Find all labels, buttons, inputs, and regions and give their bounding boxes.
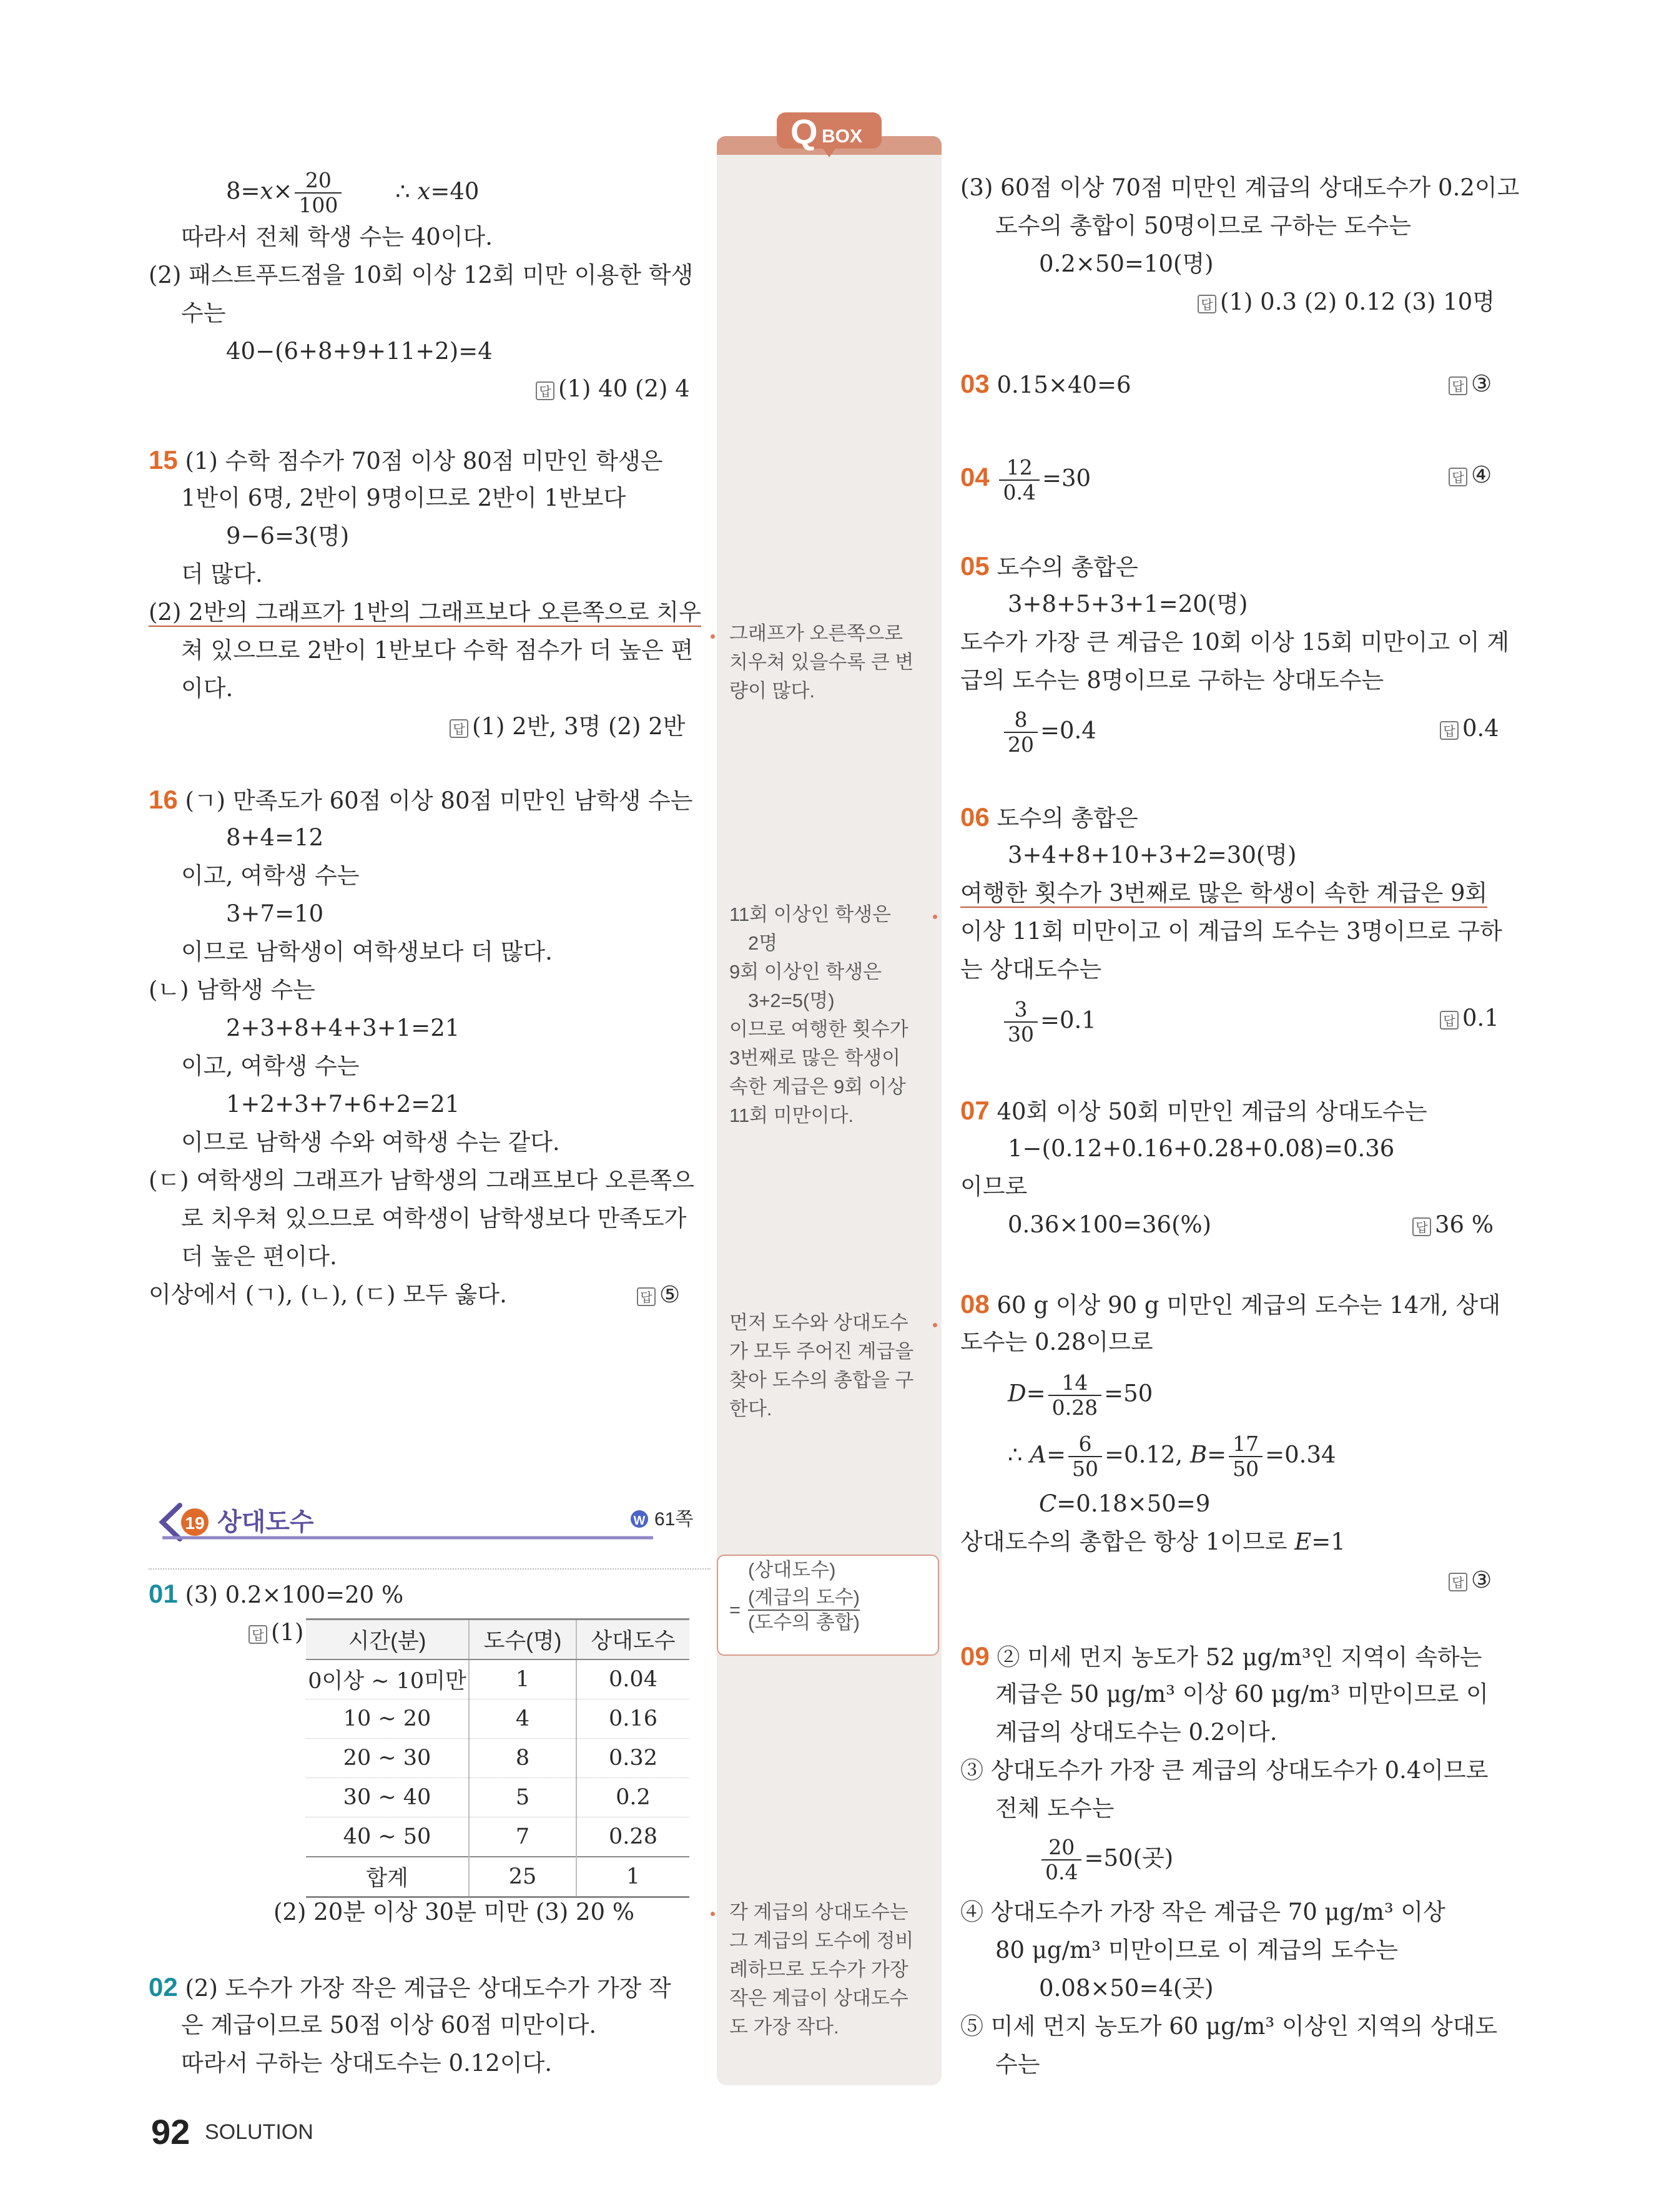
text-line: 이므로 남학생이 여학생보다 더 많다. xyxy=(181,938,553,965)
answer-icon: 답 xyxy=(1198,295,1216,313)
text-line: (2) 20분 이상 30분 미만 (3) 20 % xyxy=(273,1899,635,1925)
problem-16: 16 (ㄱ) 만족도가 60점 이상 80점 미만인 남학생 수는 xyxy=(149,785,693,814)
fraction: $\frac{12}{0.4}$ xyxy=(999,456,1039,504)
text-line: 1+2+3+7+6+2=21 xyxy=(226,1091,460,1118)
fraction: $\frac{17}{50}$ xyxy=(1229,1432,1263,1481)
problem-04: 04 $\frac{12}{0.4}$ =30 xyxy=(960,455,1091,504)
page-number: 92 xyxy=(151,2112,190,2151)
problem-05: 05 도수의 총합은 xyxy=(960,551,1138,581)
text-line: (ㄴ) 남학생 수는 xyxy=(149,976,315,1003)
side-note-1: 그래프가 오른쪽으로 치우쳐 있을수록 큰 변 량이 많다. xyxy=(729,622,914,702)
side-note-2: 11회 이상인 학생은 2명 9회 이상인 학생은 3+2=5(명) 이므로 여행한 횟수가 3번째로 많은 학생이 속한 계급은 9회 이상 11회 미만이다. xyxy=(729,903,908,1126)
text-line: 𝐷= $\frac{14}{0.28}$ =50 xyxy=(1008,1370,1153,1420)
problem-01: 01 (3) 0.2×100=20 % xyxy=(149,1579,404,1608)
answer-08: 답 ③ xyxy=(1449,1566,1492,1595)
fraction: $\frac{6}{50}$ xyxy=(1068,1432,1102,1481)
text-line: 80 μg/m³ 미만이므로 이 계급의 도수는 xyxy=(995,1937,1398,1964)
answer-01: 답 (1) xyxy=(249,1618,303,1647)
answer-icon: 답 xyxy=(249,1625,267,1644)
text-line: 은 계급이므로 50점 이상 60점 미만이다. xyxy=(181,2012,597,2038)
text-line: 더 높은 편이다. xyxy=(181,1243,337,1270)
table-total-row: 합계 25 1 xyxy=(306,1857,689,1897)
answer-icon: 답 xyxy=(536,381,554,400)
text-line: 따라서 전체 학생 수는 40이다. xyxy=(181,224,493,250)
text-line: (3) 60점 이상 70점 미만인 계급의 상대도수가 0.2이고 xyxy=(960,174,1520,201)
text-line: 이므로 남학생 수와 여학생 수는 같다. xyxy=(181,1129,560,1156)
problem-06: 06 도수의 총합은 xyxy=(960,802,1138,832)
side-note-4: 각 계급의 상대도수는 그 계급의 도수에 정비 례하므로 도수가 가장 작은 계급이 상대도수 도 가장 작다. xyxy=(729,1901,914,2038)
text-line: 𝐶=0.18×50=9 xyxy=(1039,1490,1211,1517)
text-line: 계급의 상대도수는 0.2이다. xyxy=(995,1719,1277,1746)
svg-text:W: W xyxy=(633,1514,646,1528)
answer-icon: 답 xyxy=(1449,468,1467,486)
answer-15: 답 (1) 2반, 3명 (2) 2반 xyxy=(450,712,685,741)
text-line: 도수는 0.28이므로 xyxy=(960,1329,1153,1355)
text-line: 도수의 총합이 50명이므로 구하는 도수는 xyxy=(995,212,1411,239)
fraction: $\frac{20}{100}$ xyxy=(295,169,342,217)
text-line: 2+3+8+4+3+1=21 xyxy=(226,1015,460,1041)
text-line: 1−(0.12+0.16+0.28+0.08)=0.36 xyxy=(1008,1135,1395,1162)
text-line: 40−(6+8+9+11+2)=4 xyxy=(226,338,493,365)
text-line: 로 치우쳐 있으므로 여학생이 남학생보다 만족도가 xyxy=(181,1205,687,1232)
text-line: 여행한 횟수가 3번째로 많은 학생이 속한 계급은 9회 xyxy=(960,880,1488,907)
problem-02: 02 (2) 도수가 가장 작은 계급은 상대도수가 가장 작 xyxy=(149,1972,671,2002)
qbox-logo xyxy=(773,106,885,164)
formula-eq: = xyxy=(729,1599,741,1621)
text-line: 이고, 여학생 수는 xyxy=(181,862,360,889)
table-row: 0이상 ~ 10미만 1 0.04 xyxy=(306,1659,689,1699)
text-line: (ㄷ) 여학생의 그래프가 남학생의 그래프보다 오른쪽으 xyxy=(149,1167,694,1194)
text-line: ∴ 𝐴= $\frac{6}{50}$ =0.12, 𝐵= $\frac{17}{50}$ =0.34 xyxy=(1008,1432,1336,1481)
text-line: 0.36×100=36(%) xyxy=(1008,1211,1212,1238)
text-line: 1반이 6명, 2반이 9명이므로 2반이 1반보다 xyxy=(181,484,626,511)
frequency-table xyxy=(306,1618,689,1898)
fraction: $\frac{20}{0.4}$ xyxy=(1041,1836,1081,1884)
formula-fraction: (계급의 도수) (도수의 총합) xyxy=(748,1586,860,1633)
problem-15: 15 (1) 수학 점수가 70점 이상 80점 미만인 학생은 xyxy=(149,445,663,474)
col-header: 시간(분) xyxy=(306,1620,469,1660)
text-line: 이다. xyxy=(181,675,234,702)
text-line: $\frac{20}{0.4}$ =50(곳) xyxy=(1039,1836,1173,1884)
answer-07: 답 36 % xyxy=(1412,1211,1494,1239)
text-line: 3+4+8+10+3+2=30(명) xyxy=(1008,842,1297,868)
answer-06: 답 0.1 xyxy=(1440,1004,1499,1033)
problem-07: 07 40회 이상 50회 미만인 계급의 상대도수는 xyxy=(960,1096,1427,1125)
text-line: 상대도수의 총합은 항상 1이므로 𝐸=1 xyxy=(960,1528,1346,1555)
text-line: ③ 상대도수가 가장 큰 계급의 상대도수가 0.4이므로 xyxy=(960,1757,1489,1784)
qbox-logo-q: Q xyxy=(790,112,818,151)
answer-icon: 답 xyxy=(1440,721,1459,740)
text-line: ⑤ 미세 먼지 농도가 60 μg/m³ 이상인 지역의 상대도 xyxy=(960,2013,1498,2040)
text-line: 이고, 여학생 수는 xyxy=(181,1053,360,1079)
text-line: 쳐 있으므로 2반이 1반보다 수학 점수가 더 높은 편 xyxy=(181,637,694,664)
text-line: 따라서 구하는 상대도수는 0.12이다. xyxy=(181,2050,553,2077)
text-line: 이므로 xyxy=(960,1173,1028,1200)
divider xyxy=(149,1568,711,1570)
problem-09: 09 ② 미세 먼지 농도가 52 μg/m³인 지역이 속하는 xyxy=(960,1641,1482,1671)
section-header xyxy=(149,1502,654,1543)
text-line: 이상 11회 미만이고 이 계급의 도수는 3명이므로 구하 xyxy=(960,918,1502,945)
answer-14: 답 (1) 40 (2) 4 xyxy=(536,375,690,403)
note-dot xyxy=(933,915,937,919)
text-line: $\frac{8}{20}$ =0.4 xyxy=(1002,708,1096,757)
text-line: 8+4=12 xyxy=(226,824,324,851)
col-header: 상대도수 xyxy=(576,1620,689,1660)
section-ref: 61쪽 xyxy=(654,1509,694,1530)
answer-icon: 답 xyxy=(1449,1573,1467,1591)
text-line: 도수가 가장 큰 계급은 10회 이상 15회 미만이고 이 계 xyxy=(960,629,1510,656)
note-dot xyxy=(711,634,715,639)
footer-label: SOLUTION xyxy=(205,2120,313,2144)
answer-02: 답 (1) 0.3 (2) 0.12 (3) 10명 xyxy=(1198,288,1495,317)
answer-icon: 답 xyxy=(1412,1217,1431,1236)
formula-numerator-label: (상대도수) xyxy=(748,1559,836,1581)
table-header-row xyxy=(306,1620,689,1660)
problem-03: 03 0.15×40=6 xyxy=(960,369,1131,398)
fraction: $\frac{3}{30}$ xyxy=(1004,998,1038,1046)
text-line: 계급은 50 μg/m³ 이상 60 μg/m³ 미만이므로 이 xyxy=(995,1681,1489,1708)
col-header: 도수(명) xyxy=(469,1620,576,1660)
text-line: ④ 상대도수가 가장 작은 계급은 70 μg/m³ 이상 xyxy=(960,1899,1445,1925)
answer-icon: 답 xyxy=(450,719,468,738)
table-row: 30 ~ 40 5 0.2 xyxy=(306,1778,689,1817)
answer-04: 답 ④ xyxy=(1449,461,1492,489)
table-row: 10 ~ 20 4 0.16 xyxy=(306,1699,689,1739)
text-line: 더 많다. xyxy=(181,561,263,587)
text-line: 는 상대도수는 xyxy=(960,956,1102,983)
side-note-3: 먼저 도수와 상대도수 가 모두 주어진 계급을 찾아 도수의 총합을 구 한다. xyxy=(729,1312,914,1420)
text-line: 3+7=10 xyxy=(226,900,324,927)
text-line: 3+8+5+3+1=20(명) xyxy=(1008,591,1248,617)
table-row: 40 ~ 50 7 0.28 xyxy=(306,1817,689,1857)
text-line: 수는 xyxy=(995,2051,1040,2078)
answer-03: 답 ③ xyxy=(1449,370,1492,398)
text-line: (2) 패스트푸드점을 10회 이상 12회 미만 이용한 학생 xyxy=(149,262,694,288)
text-line: (2) 2반의 그래프가 1반의 그래프보다 오른쪽으로 치우 xyxy=(149,599,701,626)
text-line: 이상에서 (ㄱ), (ㄴ), (ㄷ) 모두 옳다. xyxy=(149,1281,507,1308)
text-line: 0.08×50=4(곳) xyxy=(1039,1975,1214,2002)
text-line: 9−6=3(명) xyxy=(226,523,350,549)
text-line: 전체 도수는 xyxy=(995,1795,1115,1822)
section-number: 19 xyxy=(185,1513,205,1533)
fraction: $\frac{14}{0.28}$ xyxy=(1048,1371,1101,1420)
qbox-logo-box: BOX xyxy=(822,126,863,147)
text-line: 수는 xyxy=(181,300,226,327)
note-dot xyxy=(933,1323,937,1327)
fraction: $\frac{8}{20}$ xyxy=(1004,708,1038,757)
answer-16: 답 ⑤ xyxy=(637,1281,680,1309)
answer-icon: 답 xyxy=(1449,376,1467,395)
section-title: 상대도수 xyxy=(217,1508,314,1536)
text-line: $\frac{3}{30}$ =0.1 xyxy=(1002,998,1096,1046)
answer-05: 답 0.4 xyxy=(1440,714,1499,743)
problem-08: 08 60 g 이상 90 g 미만인 계급의 도수는 14개, 상대 xyxy=(960,1289,1501,1319)
top-equation: 8=𝑥× $\frac{20}{100}$ ∴ 𝑥=40 xyxy=(226,168,480,217)
text-line: 0.2×50=10(명) xyxy=(1039,250,1214,277)
answer-icon: 답 xyxy=(637,1287,656,1306)
text-line: 급의 도수는 8명이므로 구하는 상대도수는 xyxy=(960,667,1384,694)
note-dot xyxy=(711,1912,715,1916)
table-row: 20 ~ 30 8 0.32 xyxy=(306,1739,689,1778)
answer-icon: 답 xyxy=(1440,1011,1459,1030)
